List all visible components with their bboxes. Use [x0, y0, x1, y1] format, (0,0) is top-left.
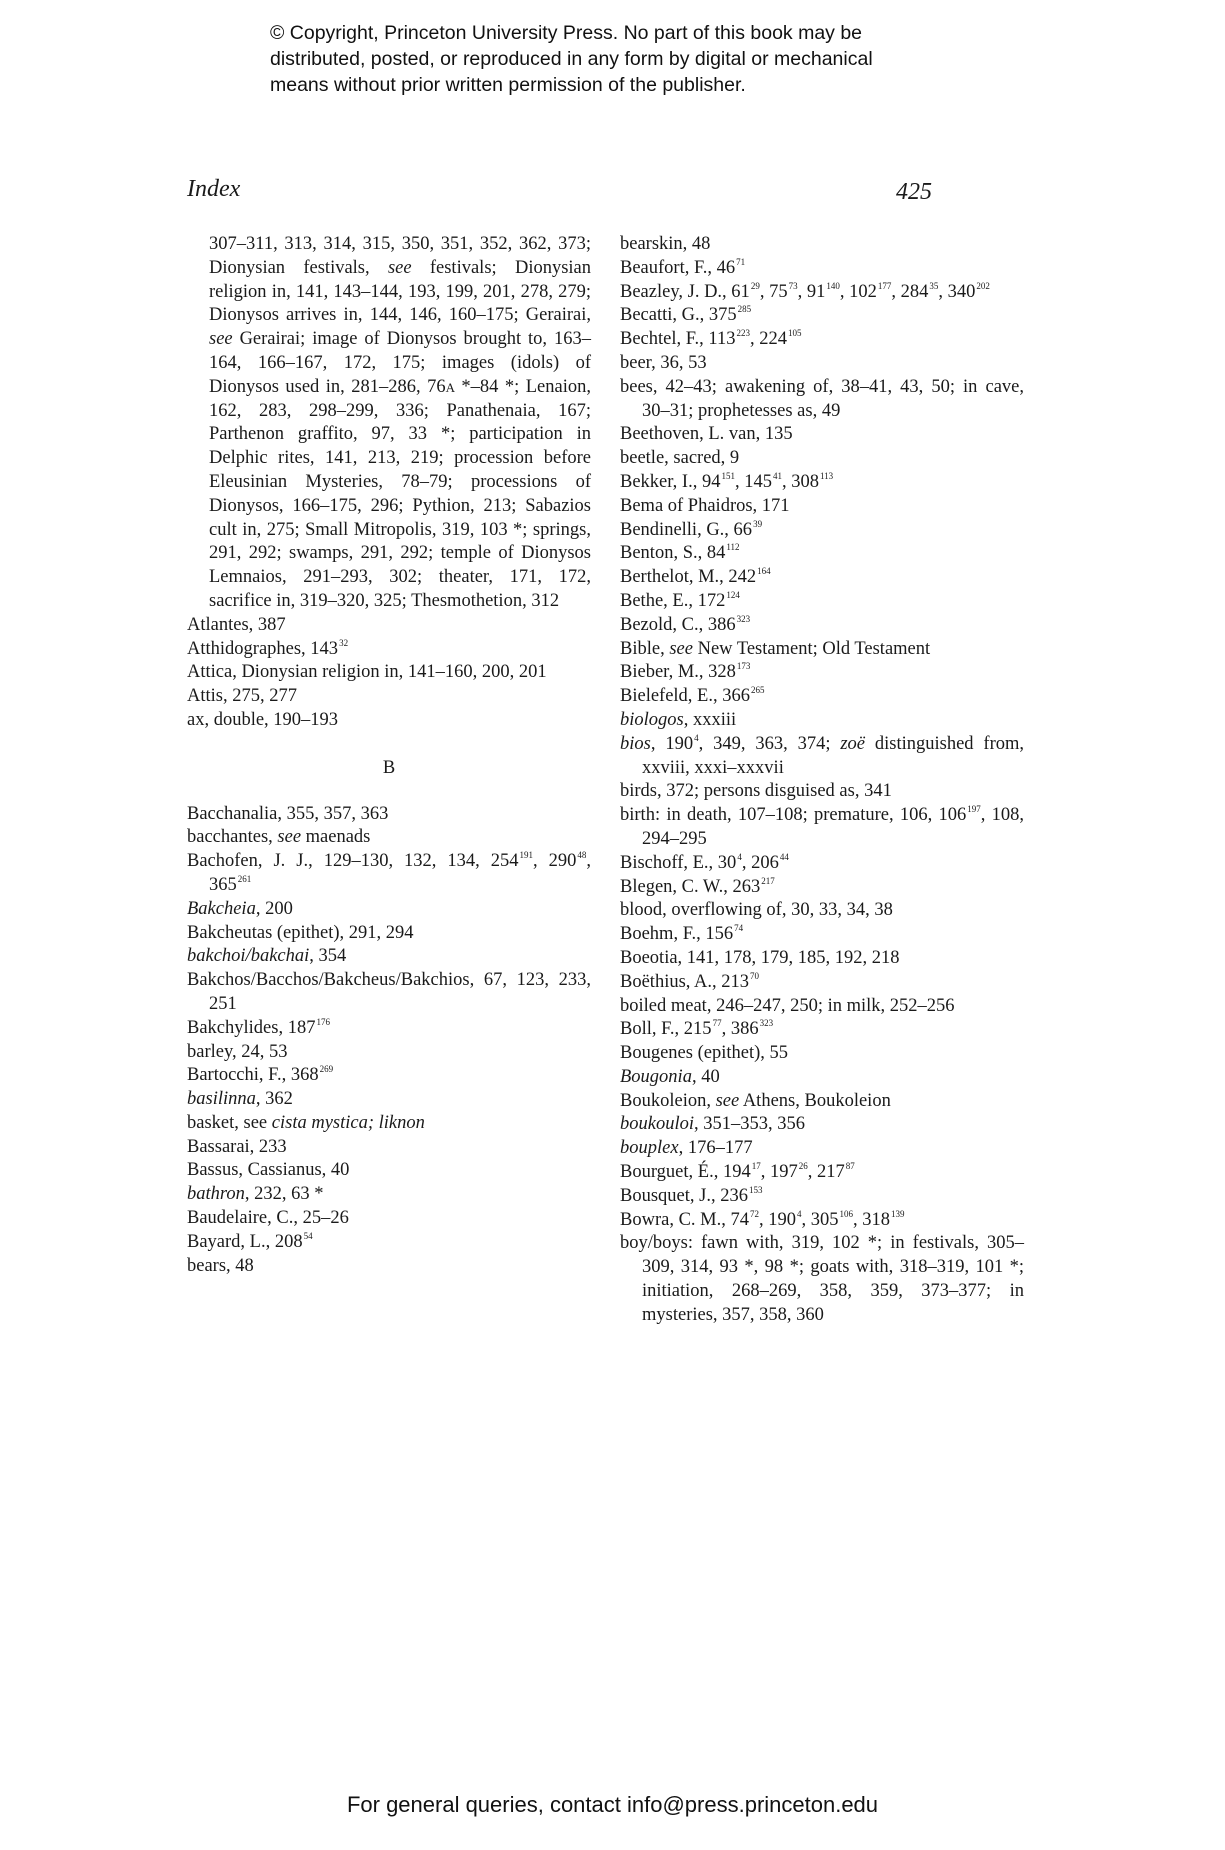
index-column-left: [187, 233, 591, 1278]
copyright-line: means without prior written permission of the publisher.: [270, 74, 746, 96]
index-entry: Boehm, F., $156^{74}$: [620, 923, 744, 945]
index-entry: Bezold, C., $386^{323}$: [620, 613, 751, 635]
index-entry: barley, 24, 53: [187, 1041, 288, 1062]
index-entry: Bendinelli, G., $66^{39}$: [620, 518, 763, 540]
index-entry: bears, 48: [187, 1255, 254, 1276]
index-entry: bios, $190^4$, 349, 363, 374; zoë distinguished from, xxviii, xxxi–xxxvii: [620, 732, 1025, 778]
index-entry: Attis, 275, 277: [187, 686, 297, 707]
index-entry: boy/boys: fawn with, 319, 102 *; in festivals, 305–309, 314, 93 *, 98 *; goats with, 318–319, 101 *; initiation, 268–269, 358, 359, 373–377; in mysteries, 357, 358, 360: [620, 1233, 1024, 1325]
index-entry: Bieber, M., $328^{173}$: [620, 661, 751, 683]
index-entry: bearskin, 48: [620, 234, 711, 254]
index-entry: Atthidographes, $143^{32}$: [187, 637, 349, 659]
index-entry: Bakcheia, 200: [187, 898, 293, 919]
index-entry: bakchoi/bakchai, 354: [187, 946, 347, 967]
index-entry: basilinna, 362: [187, 1089, 293, 1110]
index-entry: blood, overflowing of, 30, 33, 34, 38: [620, 900, 893, 921]
index-entry: Baudelaire, C., 25–26: [187, 1208, 349, 1229]
index-entry: bees, 42–43; awakening of, 38–41, 43, 50; in cave, 30–31; prophetesses as, 49: [620, 376, 1024, 421]
index-entry: Bible, see New Testament; Old Testament: [620, 638, 931, 659]
index-entry: Atlantes, 387: [187, 614, 286, 635]
index-entry: bouplex, 176–177: [620, 1138, 753, 1159]
index-entry: Bakchos/Bacchos/Bakcheus/Bakchios, 67, 123, 233, 251: [187, 970, 591, 1014]
index-entry: Beaufort, F., $46^{71}$: [620, 256, 746, 278]
index-entry: Blegen, C. W., $263^{217}$: [620, 875, 775, 897]
index-entry: ax, double, 190–193: [187, 709, 339, 730]
index-entry: birth: in death, 107–108; premature, 106, $106^{197}$, 108, 294–295: [620, 804, 1024, 849]
index-entry: Bougonia, 40: [620, 1066, 720, 1087]
running-head: Index: [187, 176, 241, 202]
index-entry: beer, 36, 53: [620, 352, 707, 373]
index-entry: Becatti, G., $375^{285}$: [620, 304, 752, 326]
index-entry: Bourguet, É., $194^{17}$, $197^{26}$, $217^{87}$: [620, 1161, 855, 1183]
index-entry: Bacchanalia, 355, 357, 363: [187, 803, 389, 824]
index-entry: Bousquet, J., $236^{153}$: [620, 1184, 763, 1206]
index-entry: Boukoleion, see Athens, Boukoleion: [620, 1090, 891, 1111]
index-entry: Bayard, L., $208^{54}$: [187, 1230, 313, 1252]
index-entry: Bekker, I., $94^{151}$, $145^{41}$, $308^{113}$: [620, 470, 834, 492]
index-entry: Bechtel, F., $113^{223}$, $224^{105}$: [620, 328, 802, 350]
index-entry: Bassus, Cassianus, 40: [187, 1160, 350, 1181]
index-entry: Bema of Phaidros, 171: [620, 495, 790, 516]
index-entry: Bakcheutas (epithet), 291, 294: [187, 922, 414, 943]
copyright-notice: [270, 20, 990, 98]
index-entry: Boll, F., $215^{77}$, $386^{323}$: [620, 1018, 774, 1040]
index-entry: boiled meat, 246–247, 250; in milk, 252–256: [620, 995, 955, 1016]
page-number: 425: [896, 179, 932, 205]
index-entry: Attica, Dionysian religion in, 141–160, 200, 201: [187, 662, 547, 683]
index-entry: Boeotia, 141, 178, 179, 185, 192, 218: [620, 947, 900, 968]
index-entry: Beethoven, L. van, 135: [620, 424, 793, 445]
index-column-right: [620, 233, 1024, 1328]
index-entry: bacchantes, see maenads: [187, 827, 371, 848]
section-letter: B: [382, 757, 396, 778]
index-entry: Berthelot, M., $242^{164}$: [620, 566, 771, 588]
index-entry: Boëthius, A., $213^{70}$: [620, 970, 759, 992]
index-entry: biologos, xxxiii: [620, 709, 737, 730]
copyright-line: © Copyright, Princeton University Press. No part of this book may be: [270, 22, 863, 44]
index-entry: Bassarai, 233: [187, 1136, 287, 1157]
index-entry: boukouloi, 351–353, 356: [620, 1114, 805, 1135]
index-entry: Bartocchi, F., $368^{269}$: [187, 1064, 334, 1086]
index-entry: Bowra, C. M., $74^{72}$, $190^4$, $305^{106}$, $318^{139}$: [620, 1208, 905, 1230]
index-entry: bathron, 232, 63 *: [187, 1184, 324, 1205]
index-entry: birds, 372; persons disguised as, 341: [620, 781, 892, 802]
index-entry: Bachofen, J. J., 129–130, 132, 134, $254^{191}$, $290^{48}$, $365^{261}$: [187, 850, 591, 895]
index-entry: Bielefeld, E., $366^{265}$: [620, 685, 765, 707]
copyright-line: distributed, posted, or reproduced in any form by digital or mechanical: [270, 48, 873, 70]
index-entry: Bakchylides, $187^{176}$: [187, 1016, 330, 1038]
index-entry: Beazley, J. D., $61^{29}$, $75^{73}$, $91^{140}$, $102^{177}$, $284^{35}$, $340^{202}$: [620, 280, 990, 302]
footer-contact: For general queries, contact info@press.princeton.edu: [346, 1792, 879, 1817]
index-entry: Bischoff, E., $30^4$, $206^{44}$: [620, 851, 789, 873]
index-entry: Benton, S., $84^{112}$: [620, 542, 740, 564]
index-entry: Bougenes (epithet), 55: [620, 1043, 788, 1064]
index-entry: beetle, sacred, 9: [620, 448, 740, 469]
index-entry: 307–311, 313, 314, 315, 350, 351, 352, 362, 373; Dionysian festivals, see festivals; Dionysian religion in, 141, 143–144, 193, 199, 201, 278, 279; Dionysos arrives in, 144, 146, 160–175; Gerairai, see Gerairai; image of Dionysos brought to, 163–164, 166–167, 172, 175; images (idols) of Dionysos used in, 281–286, 76A *–84 *; Lenaion, 162, 283, 298–299, 336; Panathenaia, 167; Parthenon graffito, 97, 33 *; participation in Delphic rites, 141, 213, 219; procession before Eleusinian Mysteries, 78–79; processions of Dionysos, 166–175, 296; Pythion, 213; Sabazios cult in, 275; Small Mitropolis, 319, 103 *; springs, 291, 292; swamps, 291, 292; temple of Dionysos Lemnaios, 291–293, 302; theater, 171, 172, sacrifice in, 319–320, 325; Thesmothetion, 312: [209, 234, 592, 611]
index-entry: Bethe, E., $172^{124}$: [620, 589, 740, 611]
index-entry: basket, see cista mystica; liknon: [187, 1112, 425, 1133]
